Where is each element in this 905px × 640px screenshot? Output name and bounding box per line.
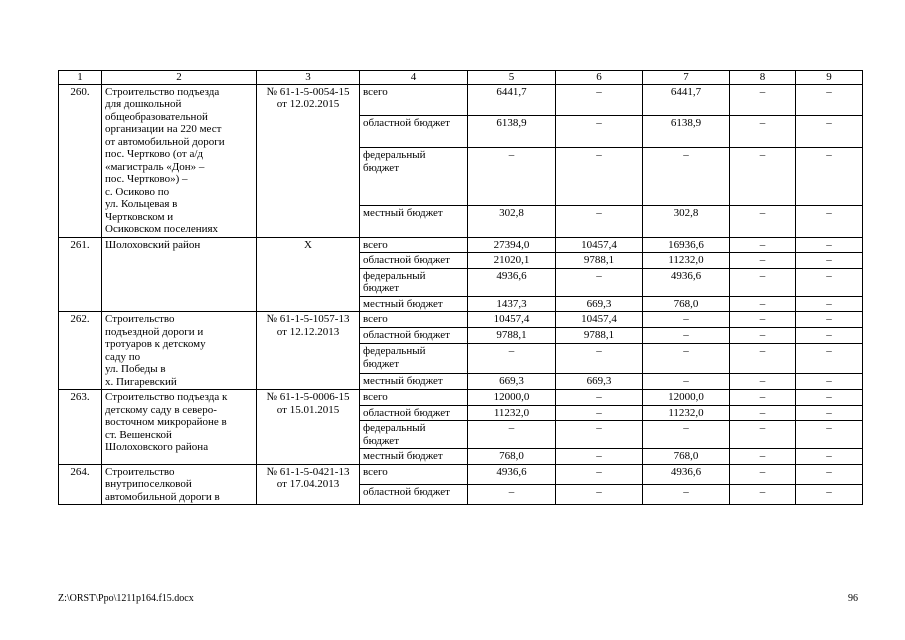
object-name-line: пос. Чертково») – — [105, 173, 188, 185]
column-header: 3 — [257, 71, 360, 85]
document-line: от 15.01.2015 — [276, 403, 340, 416]
amount-cell: – — [643, 328, 730, 344]
document-line: Х — [304, 238, 312, 251]
object-name-line: саду по — [105, 350, 141, 363]
object-name-line: для дошкольной — [105, 98, 182, 110]
funding-source: областной бюджет — [360, 405, 468, 421]
amount-cell: 4936,6 — [468, 464, 556, 484]
amount-cell: – — [796, 148, 863, 206]
funding-source: всего — [360, 312, 468, 328]
column-header: 6 — [556, 71, 643, 85]
row-number: 260. — [59, 84, 102, 237]
amount-cell: – — [556, 268, 643, 296]
object-name-line: Шолоховского района — [105, 441, 209, 453]
amount-cell: – — [556, 148, 643, 206]
amount-cell: – — [556, 405, 643, 421]
object-name-line: с. Осиково по — [105, 185, 170, 198]
amount-cell: – — [556, 484, 643, 504]
object-name-line: Осиковском поселениях — [105, 223, 219, 235]
document-number — [257, 84, 360, 237]
amount-cell: – — [796, 253, 863, 269]
row-number: 262. — [59, 312, 102, 390]
amount-cell: – — [730, 390, 796, 406]
table-row — [59, 390, 863, 406]
table-row — [59, 312, 863, 328]
amount-cell: – — [796, 405, 863, 421]
amount-cell: – — [796, 268, 863, 296]
amount-cell: – — [730, 253, 796, 269]
object-name-line: Строительство — [105, 313, 175, 325]
amount-cell: – — [796, 312, 863, 328]
row-number: 264. — [59, 464, 102, 505]
funding-source: областной бюджет — [360, 116, 468, 148]
amount-cell: – — [796, 84, 863, 116]
amount-cell: – — [468, 484, 556, 504]
table-row — [59, 237, 863, 253]
funding-source: всего — [360, 390, 468, 406]
amount-cell: – — [556, 84, 643, 116]
object-name-line: ул. Победы в — [105, 363, 166, 375]
amount-cell: 10457,4 — [468, 312, 556, 328]
amount-cell: – — [796, 449, 863, 465]
funding-source: федеральный бюджет — [360, 148, 468, 206]
amount-cell: 6441,7 — [643, 84, 730, 116]
object-name — [102, 237, 257, 312]
amount-cell: – — [730, 296, 796, 312]
document-number — [257, 390, 360, 465]
object-name-line: тротуаров к детскому — [105, 338, 206, 350]
amount-cell: – — [796, 296, 863, 312]
amount-cell: – — [556, 390, 643, 406]
amount-cell: – — [796, 237, 863, 253]
amount-cell: 21020,1 — [468, 253, 556, 269]
amount-cell: – — [730, 484, 796, 504]
amount-cell: 16936,6 — [643, 237, 730, 253]
object-name — [102, 312, 257, 390]
object-name-line: Строительство подъезда — [105, 85, 220, 98]
amount-cell: 11232,0 — [643, 253, 730, 269]
document-line: № 61-1-5-0054-15 — [266, 85, 350, 98]
amount-cell: – — [730, 268, 796, 296]
amount-cell: 9788,1 — [556, 328, 643, 344]
object-name-line: восточном микрорайоне в — [105, 416, 227, 428]
object-name-line: Строительство подъезда к — [105, 391, 228, 403]
funding-source: областной бюджет — [360, 484, 468, 504]
amount-cell: – — [730, 421, 796, 449]
object-name-line: автомобильной дороги в — [105, 490, 220, 503]
object-name-line: детскому саду в северо- — [105, 403, 217, 416]
funding-source: областной бюджет — [360, 253, 468, 269]
document-number — [257, 464, 360, 505]
object-name — [102, 464, 257, 505]
amount-cell: – — [730, 237, 796, 253]
object-name-line: общеобразовательной — [105, 110, 208, 123]
funding-source: всего — [360, 237, 468, 253]
row-number: 263. — [59, 390, 102, 465]
amount-cell: 12000,0 — [468, 390, 556, 406]
budget-table — [58, 70, 863, 505]
column-header: 4 — [360, 71, 468, 85]
amount-cell: – — [796, 373, 863, 389]
amount-cell: – — [556, 449, 643, 465]
funding-source: федеральный бюджет — [360, 268, 468, 296]
amount-cell: – — [730, 373, 796, 389]
document-number — [257, 312, 360, 390]
amount-cell: – — [730, 84, 796, 116]
amount-cell: – — [730, 148, 796, 206]
amount-cell: – — [556, 421, 643, 449]
amount-cell: 10457,4 — [556, 237, 643, 253]
amount-cell: – — [468, 421, 556, 449]
object-name-line: внутрипоселковой — [105, 478, 192, 490]
table-row — [59, 464, 863, 484]
funding-source: местный бюджет — [360, 296, 468, 312]
amount-cell: – — [643, 344, 730, 373]
column-header: 7 — [643, 71, 730, 85]
amount-cell: – — [796, 328, 863, 344]
row-number: 261. — [59, 237, 102, 312]
amount-cell: – — [796, 116, 863, 148]
amount-cell: 10457,4 — [556, 312, 643, 328]
amount-cell: – — [730, 405, 796, 421]
amount-cell: – — [556, 344, 643, 373]
column-header: 5 — [468, 71, 556, 85]
object-name-line: ул. Кольцевая в — [105, 198, 178, 210]
amount-cell: – — [796, 464, 863, 484]
amount-cell: – — [796, 390, 863, 406]
document-line: от 12.02.2015 — [276, 98, 340, 110]
amount-cell: – — [468, 344, 556, 373]
amount-cell: – — [730, 328, 796, 344]
amount-cell: – — [556, 116, 643, 148]
object-name-line: ст. Вешенской — [105, 428, 172, 441]
object-name-line: от автомобильной дороги — [105, 135, 225, 148]
object-name-line: пос. Чертково (от а/д — [105, 148, 204, 160]
amount-cell: – — [556, 464, 643, 484]
column-header: 2 — [102, 71, 257, 85]
funding-source: федеральный бюджет — [360, 421, 468, 449]
amount-cell: – — [643, 421, 730, 449]
amount-cell: – — [730, 312, 796, 328]
object-name-line: «магистраль «Дон» – — [105, 160, 205, 173]
amount-cell: – — [730, 449, 796, 465]
amount-cell: 9788,1 — [556, 253, 643, 269]
amount-cell: 768,0 — [468, 449, 556, 465]
funding-source: местный бюджет — [360, 449, 468, 465]
amount-cell: 27394,0 — [468, 237, 556, 253]
object-name — [102, 390, 257, 465]
amount-cell: – — [796, 344, 863, 373]
amount-cell: 4936,6 — [643, 464, 730, 484]
amount-cell: – — [468, 148, 556, 206]
amount-cell: 11232,0 — [643, 405, 730, 421]
funding-source: местный бюджет — [360, 373, 468, 389]
amount-cell: 6441,7 — [468, 84, 556, 116]
amount-cell: 6138,9 — [468, 116, 556, 148]
column-header: 8 — [730, 71, 796, 85]
document-number — [257, 237, 360, 312]
amount-cell: – — [796, 484, 863, 504]
document-line: № 61-1-5-1057-13 — [266, 313, 350, 325]
amount-cell: 4936,6 — [468, 268, 556, 296]
object-name-line: организации на 220 мест — [105, 123, 222, 135]
funding-source: областной бюджет — [360, 328, 468, 344]
column-header: 1 — [59, 71, 102, 85]
document-line: № 61-1-5-0006-15 — [266, 391, 350, 403]
amount-cell: 1437,3 — [468, 296, 556, 312]
amount-cell: 768,0 — [643, 296, 730, 312]
object-name — [102, 84, 257, 237]
amount-cell: 4936,6 — [643, 268, 730, 296]
document-line: от 12.12.2013 — [276, 325, 340, 338]
amount-cell: – — [643, 484, 730, 504]
amount-cell: 669,3 — [468, 373, 556, 389]
object-name-line: Чертковском и — [105, 210, 174, 223]
object-name-line: х. Пигаревский — [105, 375, 177, 388]
amount-cell: – — [730, 464, 796, 484]
amount-cell: 302,8 — [643, 205, 730, 237]
object-name-line: Строительство — [105, 465, 175, 478]
object-name-line: Шолоховский район — [105, 238, 201, 251]
header-row — [59, 71, 863, 85]
amount-cell: 12000,0 — [643, 390, 730, 406]
amount-cell: – — [556, 205, 643, 237]
amount-cell: 768,0 — [643, 449, 730, 465]
amount-cell: 11232,0 — [468, 405, 556, 421]
document-line: № 61-1-5-0421-13 — [266, 465, 350, 478]
amount-cell: – — [643, 312, 730, 328]
amount-cell: – — [796, 421, 863, 449]
column-header: 9 — [796, 71, 863, 85]
amount-cell: 669,3 — [556, 373, 643, 389]
funding-source: всего — [360, 84, 468, 116]
amount-cell: – — [730, 344, 796, 373]
document-line: от 17.04.2013 — [276, 478, 340, 490]
amount-cell: – — [730, 116, 796, 148]
object-name-line: подъездной дороги и — [105, 325, 204, 338]
funding-source: федеральный бюджет — [360, 344, 468, 373]
amount-cell: 6138,9 — [643, 116, 730, 148]
page-number: 96 — [848, 593, 858, 604]
amount-cell: – — [730, 205, 796, 237]
funding-source: всего — [360, 464, 468, 484]
amount-cell: – — [643, 373, 730, 389]
amount-cell: 669,3 — [556, 296, 643, 312]
funding-source: местный бюджет — [360, 205, 468, 237]
amount-cell: – — [796, 205, 863, 237]
table-row — [59, 84, 863, 116]
amount-cell: – — [643, 148, 730, 206]
file-path: Z:\ORST\Ppo\1211p164.f15.docx — [58, 593, 194, 604]
amount-cell: 9788,1 — [468, 328, 556, 344]
amount-cell: 302,8 — [468, 205, 556, 237]
